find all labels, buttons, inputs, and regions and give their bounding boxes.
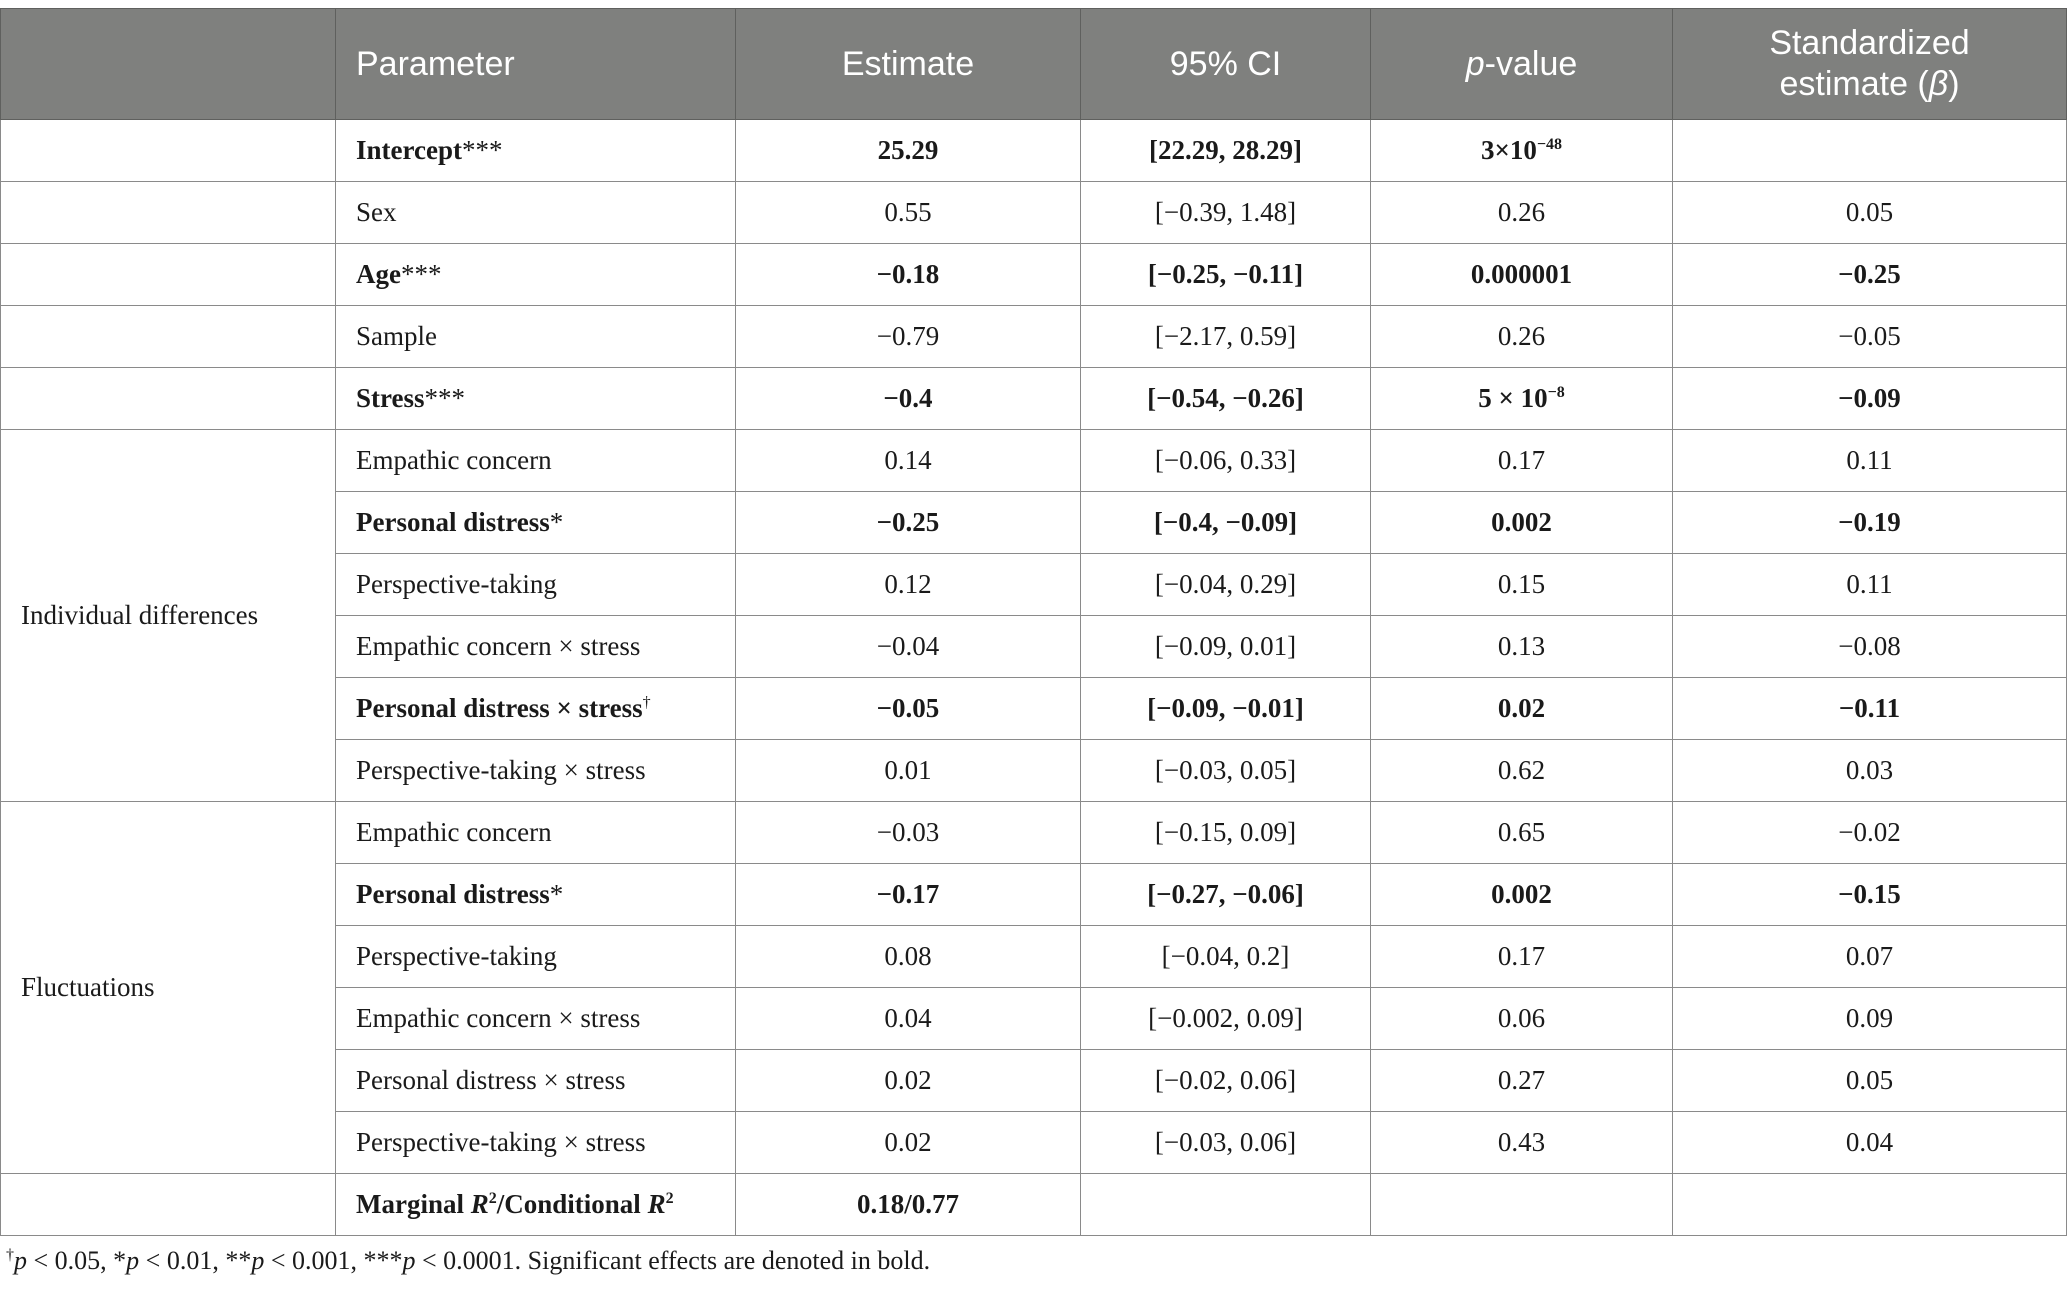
summary-label-b: /Conditional	[496, 1189, 648, 1219]
table-row	[1, 120, 2067, 182]
p-value: 3×10	[1480, 135, 1537, 165]
p-value-cell	[1371, 182, 1673, 244]
header-std-close: )	[1948, 65, 1960, 103]
parameter-cell	[336, 988, 736, 1050]
estimate-cell: 0.01	[736, 740, 1081, 802]
summary-label-sup1: 2	[488, 1190, 497, 1207]
p-value-cell	[1371, 430, 1673, 492]
group-cell	[1, 182, 336, 244]
parameter-cell	[336, 1050, 736, 1112]
parameter-name: Personal distress × stress	[356, 693, 643, 723]
footnote-dagger: †	[6, 1246, 14, 1264]
footnote-t2: < 0.01, **	[139, 1246, 252, 1275]
summary-label-r2: R	[647, 1189, 666, 1219]
p-value: 0.26	[1497, 197, 1546, 227]
summary-label-r1: R	[470, 1189, 489, 1219]
ci-cell: [−0.03, 0.05]	[1081, 740, 1371, 802]
p-value-cell	[1371, 802, 1673, 864]
ci-cell: [−0.06, 0.33]	[1081, 430, 1371, 492]
parameter-name: Perspective-taking × stress	[356, 1127, 646, 1157]
significance-marker: ***	[461, 135, 503, 165]
ci-cell: [−0.27, −0.06]	[1081, 864, 1371, 926]
estimate-cell: −0.4	[736, 368, 1081, 430]
table-row	[1, 430, 2067, 492]
parameter-name: Perspective-taking	[356, 941, 557, 971]
header-std-line1: Standardized	[1769, 24, 1970, 63]
summary-ci-cell	[1081, 1174, 1371, 1236]
standardized-estimate-cell: 0.11	[1673, 430, 2067, 492]
parameter-cell	[336, 306, 736, 368]
summary-p-cell	[1371, 1174, 1673, 1236]
parameter-name: Stress	[356, 383, 425, 413]
parameter-cell	[336, 430, 736, 492]
parameter-cell	[336, 740, 736, 802]
table-row	[1, 368, 2067, 430]
estimate-cell: 0.14	[736, 430, 1081, 492]
parameter-name: Empathic concern	[356, 445, 552, 475]
standardized-estimate-cell: −0.09	[1673, 368, 2067, 430]
footnote-t1: < 0.05, *	[27, 1246, 127, 1275]
standardized-estimate-cell: −0.08	[1673, 616, 2067, 678]
regression-results-table	[0, 8, 2067, 1236]
p-value-cell	[1371, 988, 1673, 1050]
ci-cell: [−0.03, 0.06]	[1081, 1112, 1371, 1174]
ci-cell: [−0.04, 0.2]	[1081, 926, 1371, 988]
table-footnote	[6, 1248, 930, 1274]
standardized-estimate-cell: 0.09	[1673, 988, 2067, 1050]
standardized-estimate-cell: 0.11	[1673, 554, 2067, 616]
ci-cell: [22.29, 28.29]	[1081, 120, 1371, 182]
parameter-name: Personal distress	[356, 507, 550, 537]
summary-label	[336, 1174, 736, 1236]
estimate-cell: 0.12	[736, 554, 1081, 616]
standardized-estimate-cell: −0.25	[1673, 244, 2067, 306]
p-value-cell	[1371, 554, 1673, 616]
p-value: 0.26	[1497, 321, 1546, 351]
standardized-estimate-cell: 0.05	[1673, 182, 2067, 244]
parameter-name: Intercept	[356, 135, 462, 165]
summary-std-cell	[1673, 1174, 2067, 1236]
estimate-cell: −0.25	[736, 492, 1081, 554]
header-group	[1, 9, 336, 120]
ci-cell: [−0.39, 1.48]	[1081, 182, 1371, 244]
ci-cell: [−2.17, 0.59]	[1081, 306, 1371, 368]
parameter-name: Sample	[356, 321, 437, 351]
p-value: 0.17	[1497, 445, 1546, 475]
p-value: 0.000001	[1470, 259, 1573, 289]
p-value-cell	[1371, 616, 1673, 678]
standardized-estimate-cell: −0.02	[1673, 802, 2067, 864]
estimate-cell: −0.05	[736, 678, 1081, 740]
standardized-estimate-cell: −0.05	[1673, 306, 2067, 368]
significance-marker: *	[549, 879, 564, 909]
header-std-beta: β	[1928, 65, 1949, 103]
estimate-cell: 0.04	[736, 988, 1081, 1050]
header-p-rest: -value	[1484, 44, 1578, 83]
p-value: 0.15	[1497, 569, 1546, 599]
p-value-cell	[1371, 244, 1673, 306]
p-value: 0.43	[1497, 1127, 1546, 1157]
p-value: 0.17	[1497, 941, 1546, 971]
p-value: 0.27	[1497, 1065, 1546, 1095]
ci-cell: [−0.002, 0.09]	[1081, 988, 1371, 1050]
parameter-cell	[336, 864, 736, 926]
p-value-cell	[1371, 926, 1673, 988]
p-value: 0.62	[1497, 755, 1546, 785]
parameter-cell	[336, 244, 736, 306]
parameter-name: Empathic concern × stress	[356, 631, 641, 661]
parameter-name: Perspective-taking	[356, 569, 557, 599]
table-row-summary	[1, 1174, 2067, 1236]
estimate-cell: −0.04	[736, 616, 1081, 678]
parameter-name: Age	[356, 259, 401, 289]
header-p-value	[1371, 9, 1673, 120]
p-value-exponent: −8	[1547, 384, 1565, 401]
parameter-cell	[336, 616, 736, 678]
estimate-cell: −0.03	[736, 802, 1081, 864]
p-value-cell	[1371, 678, 1673, 740]
table-row	[1, 244, 2067, 306]
p-value-cell	[1371, 368, 1673, 430]
header-std-line2: estimate (	[1779, 65, 1929, 103]
table-row	[1, 182, 2067, 244]
ci-cell: [−0.09, −0.01]	[1081, 678, 1371, 740]
header-estimate: Estimate	[736, 9, 1081, 120]
header-p-letter: p	[1465, 44, 1485, 83]
parameter-cell	[336, 802, 736, 864]
p-value-cell	[1371, 1112, 1673, 1174]
parameter-cell	[336, 678, 736, 740]
ci-cell: [−0.02, 0.06]	[1081, 1050, 1371, 1112]
p-value: 0.65	[1497, 817, 1546, 847]
standardized-estimate-cell: −0.11	[1673, 678, 2067, 740]
header-parameter: Parameter	[336, 9, 736, 120]
p-value: 0.002	[1491, 879, 1552, 909]
header-ci: 95% CI	[1081, 9, 1371, 120]
footnote-p3: p	[251, 1246, 265, 1275]
significance-marker: *	[549, 507, 564, 537]
estimate-cell: 25.29	[736, 120, 1081, 182]
parameter-cell	[336, 368, 736, 430]
p-value-cell	[1371, 864, 1673, 926]
summary-value: 0.18/0.77	[736, 1174, 1081, 1236]
parameter-cell	[336, 182, 736, 244]
results-table-container	[0, 8, 2067, 1236]
standardized-estimate-cell: 0.05	[1673, 1050, 2067, 1112]
parameter-cell	[336, 926, 736, 988]
footnote-t3: < 0.001, ***	[264, 1246, 403, 1275]
summary-label-sup2: 2	[665, 1190, 674, 1207]
p-value-cell	[1371, 306, 1673, 368]
footnote-p1: p	[14, 1246, 27, 1275]
p-value: 0.02	[1497, 693, 1546, 723]
parameter-name: Empathic concern × stress	[356, 1003, 641, 1033]
p-value-exponent: −48	[1536, 136, 1562, 153]
ci-cell: [−0.4, −0.09]	[1081, 492, 1371, 554]
footnote-p2: p	[126, 1246, 140, 1275]
p-value-cell	[1371, 492, 1673, 554]
p-value: 5 × 10	[1478, 383, 1548, 413]
standardized-estimate-cell: −0.19	[1673, 492, 2067, 554]
table-row	[1, 802, 2067, 864]
parameter-cell	[336, 120, 736, 182]
estimate-cell: 0.08	[736, 926, 1081, 988]
table-header-row	[1, 9, 2067, 120]
group-cell	[1, 368, 336, 430]
parameter-cell	[336, 492, 736, 554]
ci-cell: [−0.15, 0.09]	[1081, 802, 1371, 864]
p-value: 0.06	[1497, 1003, 1546, 1033]
estimate-cell: −0.17	[736, 864, 1081, 926]
summary-label-a: Marginal	[356, 1189, 471, 1219]
estimate-cell: −0.18	[736, 244, 1081, 306]
footnote-t4: < 0.0001. Significant effects are denoted in bold.	[415, 1246, 931, 1275]
estimate-cell: 0.55	[736, 182, 1081, 244]
group-label: Individual differences	[1, 430, 336, 802]
summary-group-cell	[1, 1174, 336, 1236]
standardized-estimate-cell: −0.15	[1673, 864, 2067, 926]
p-value: 0.002	[1491, 507, 1552, 537]
table-body	[1, 120, 2067, 1236]
group-cell	[1, 306, 336, 368]
parameter-name: Sex	[356, 197, 397, 227]
ci-cell: [−0.04, 0.29]	[1081, 554, 1371, 616]
group-label: Fluctuations	[1, 802, 336, 1174]
p-value-cell	[1371, 1050, 1673, 1112]
parameter-cell	[336, 554, 736, 616]
ci-cell: [−0.54, −0.26]	[1081, 368, 1371, 430]
parameter-name: Perspective-taking × stress	[356, 755, 646, 785]
estimate-cell: 0.02	[736, 1112, 1081, 1174]
ci-cell: [−0.09, 0.01]	[1081, 616, 1371, 678]
standardized-estimate-cell: 0.03	[1673, 740, 2067, 802]
estimate-cell: −0.79	[736, 306, 1081, 368]
parameter-name: Empathic concern	[356, 817, 552, 847]
p-value: 0.13	[1497, 631, 1546, 661]
standardized-estimate-cell: 0.07	[1673, 926, 2067, 988]
p-value-cell	[1371, 740, 1673, 802]
parameter-name: Personal distress × stress	[356, 1065, 626, 1095]
significance-marker: ***	[400, 259, 442, 289]
parameter-name: Personal distress	[356, 879, 550, 909]
p-value-cell	[1371, 120, 1673, 182]
table-row	[1, 306, 2067, 368]
parameter-cell	[336, 1112, 736, 1174]
estimate-cell: 0.02	[736, 1050, 1081, 1112]
group-cell	[1, 244, 336, 306]
group-cell	[1, 120, 336, 182]
significance-marker: †	[642, 694, 651, 711]
header-standardized-estimate	[1673, 9, 2067, 120]
significance-marker: ***	[424, 383, 466, 413]
ci-cell: [−0.25, −0.11]	[1081, 244, 1371, 306]
standardized-estimate-cell	[1673, 120, 2067, 182]
standardized-estimate-cell: 0.04	[1673, 1112, 2067, 1174]
footnote-p4: p	[402, 1246, 416, 1275]
